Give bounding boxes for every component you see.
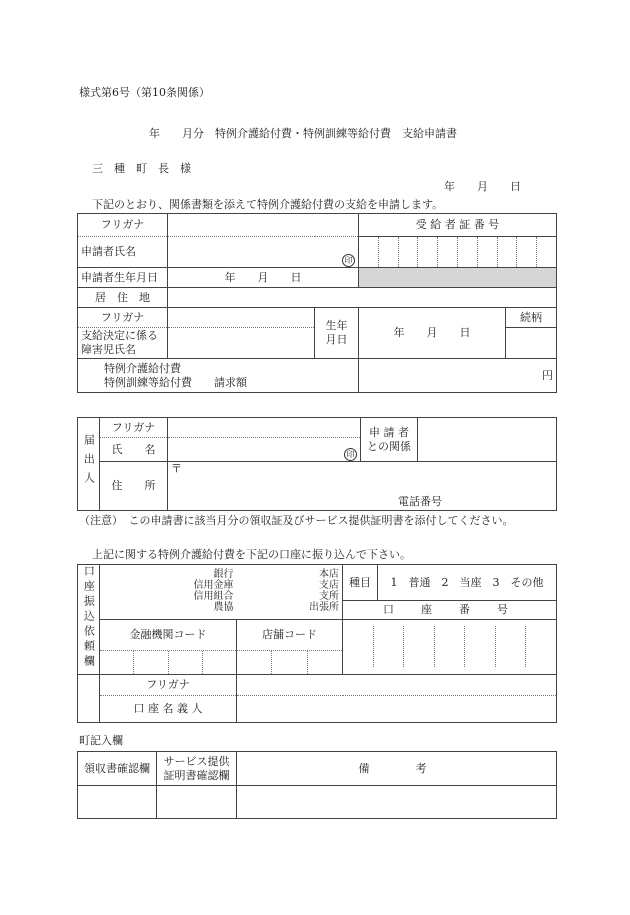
transfer-side-tail	[78, 674, 100, 722]
transfer-side-label	[78, 565, 100, 675]
remarks-label: 備 考	[237, 752, 557, 786]
account-number-label: 口 座 番 号	[343, 601, 557, 620]
remarks-field[interactable]	[237, 786, 557, 819]
application-date: 年 月 日	[444, 180, 521, 193]
branch-type-branch: 支店	[319, 580, 339, 592]
bank-code-boxes[interactable]	[100, 650, 237, 674]
notifier-name-label: 氏 名	[100, 438, 168, 462]
transfer-intro: 上記に関する特例介護給付費を下記の口座に振り込んで下さい。	[92, 548, 411, 561]
branch-type-sub: 支所	[319, 591, 339, 602]
branch-type-main: 本店	[319, 569, 339, 581]
notifier-furigana-label: フリガナ	[100, 418, 168, 438]
relation-field[interactable]	[506, 328, 557, 359]
notifier-table	[77, 417, 557, 511]
relation-label: 続柄	[506, 308, 557, 328]
intro-text: 下記のとおり、関係書類を添えて特例介護給付費の支給を申請します。	[92, 198, 444, 211]
claim-amount-label	[78, 359, 359, 393]
branch-code-label: 店舗コード	[237, 620, 343, 651]
account-kind-options[interactable]: 1 普通 2 当座 3 その他	[390, 575, 544, 589]
child-furigana-field[interactable]	[168, 308, 315, 328]
bank-type-bank: 銀行	[213, 569, 234, 581]
relation-to-applicant-label: 申 請 者 との関係	[361, 418, 418, 462]
claim-amount-field[interactable]	[359, 359, 557, 393]
service-check-label: サービス提供証明書確認欄	[157, 752, 237, 786]
holder-furigana-label: フリガナ	[100, 674, 237, 695]
service-check-field[interactable]	[157, 786, 237, 819]
account-holder-label: 口 座 名 義 人	[100, 695, 237, 722]
town-use-table	[77, 751, 557, 819]
child-dob-field[interactable]: 年 月 日	[359, 308, 506, 359]
yen-unit: 円	[542, 368, 554, 382]
account-holder-field[interactable]	[237, 695, 557, 722]
form-title: 年 月分 特例介護給付費・特例訓練等給付費 支給申請書	[149, 127, 457, 140]
notifier-side-text: 届出人	[82, 433, 96, 491]
recipient-number-label: 受 給 者 証 番 号	[359, 214, 557, 237]
receipt-check-label: 領収書確認欄	[78, 752, 157, 786]
address-field[interactable]	[168, 288, 557, 308]
transfer-side-text: 口座振込依頼欄	[82, 565, 96, 670]
child-furigana-label: フリガナ	[78, 308, 168, 328]
furigana-field[interactable]	[168, 214, 359, 237]
birth-label: 生年月日	[315, 308, 359, 359]
notifier-side-label	[78, 418, 100, 511]
child-name-field[interactable]	[168, 328, 315, 359]
town-section-title: 町記入欄	[79, 734, 123, 747]
bank-type-nokyo: 農協	[213, 601, 234, 613]
child-name-label: 支給決定に係る障害児氏名	[78, 328, 168, 359]
bank-name-field[interactable]	[100, 565, 237, 620]
applicant-name-field[interactable]	[168, 237, 359, 268]
branch-name-field[interactable]	[237, 565, 343, 620]
addressee: 三 種 町 長 様	[92, 162, 191, 175]
applicant-name-label: 申請者氏名	[78, 237, 168, 268]
notifier-address-field[interactable]	[168, 462, 557, 511]
relation-to-applicant-field[interactable]	[418, 418, 557, 462]
claim-label-line1: 特例介護給付費	[104, 361, 181, 375]
form-number: 様式第6号（第10条関係）	[79, 86, 210, 99]
notifier-address-label: 住 所	[100, 462, 168, 511]
notifier-furigana-field[interactable]	[168, 418, 361, 438]
bank-type-kumiai: 信用組合	[193, 591, 234, 602]
seal-icon: 印	[342, 254, 355, 267]
account-kind-label: 種目	[343, 565, 378, 600]
bank-transfer-table	[77, 564, 557, 723]
phone-label: 電話番号	[398, 495, 442, 508]
branch-code-boxes[interactable]	[237, 650, 343, 674]
recipient-number-boxes[interactable]	[359, 237, 557, 268]
account-number-boxes[interactable]	[343, 620, 557, 675]
shaded-cell	[359, 268, 557, 288]
holder-furigana-field[interactable]	[237, 674, 557, 695]
address-label: 居 住 地	[78, 288, 168, 308]
bank-code-label: 金融機関コード	[100, 620, 237, 651]
bank-type-shinkin: 信用金庫	[193, 580, 234, 592]
postal-mark: 〒	[171, 462, 182, 475]
applicant-table	[77, 213, 557, 393]
notifier-name-field[interactable]	[168, 438, 361, 462]
furigana-label: フリガナ	[78, 214, 168, 237]
applicant-dob-label: 申請者生年月日	[78, 268, 168, 288]
account-kind-row	[343, 565, 557, 601]
note-text: （注意） この申請書に該当月分の領収証及びサービス提供証明書を添付してください。	[79, 514, 514, 527]
claim-label-line2: 特例訓練等給付費 請求額	[104, 375, 247, 389]
seal-icon: 印	[344, 448, 357, 461]
branch-type-office: 出張所	[309, 601, 339, 613]
applicant-dob-field[interactable]: 年 月 日	[168, 268, 359, 288]
receipt-check-field[interactable]	[78, 786, 157, 819]
